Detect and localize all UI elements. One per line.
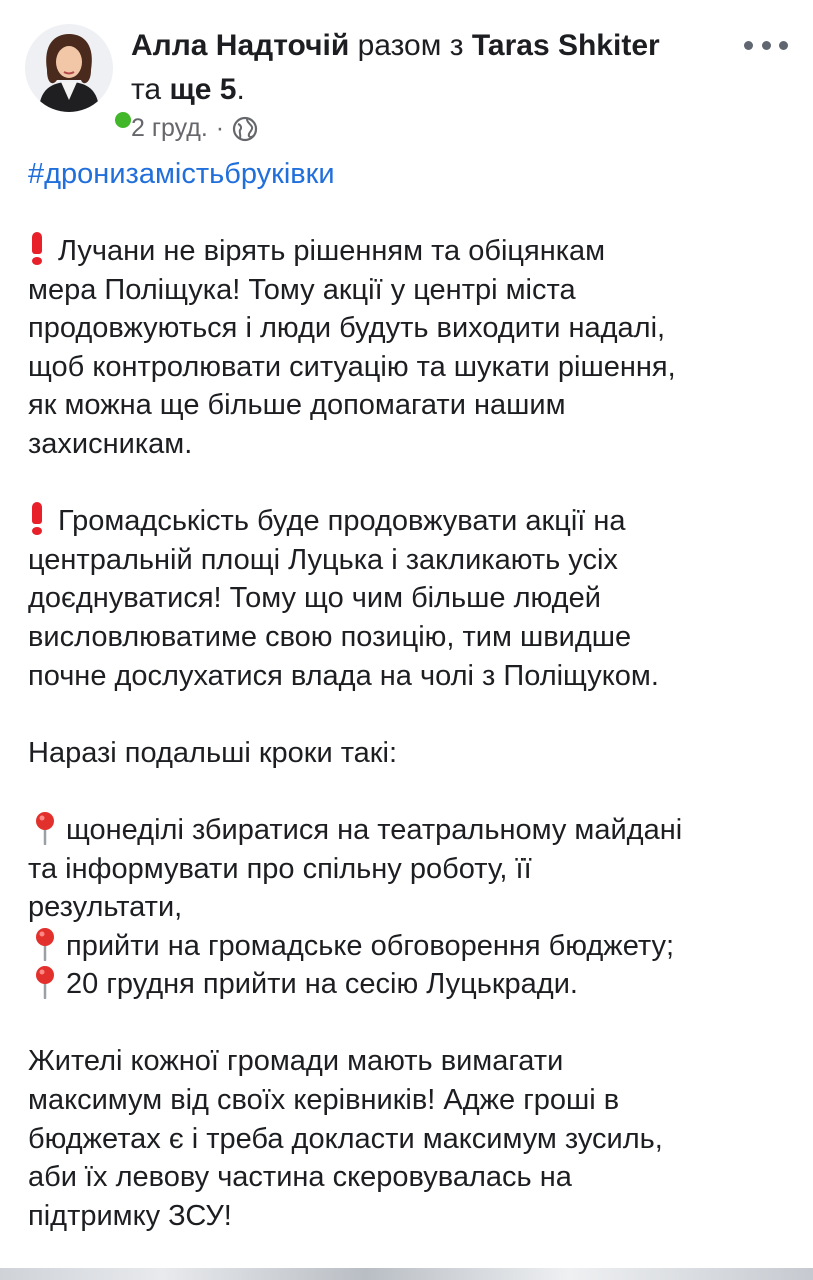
with-text: разом з xyxy=(357,29,464,62)
globe-icon[interactable] xyxy=(232,116,258,142)
exclamation-icon xyxy=(28,502,46,534)
pushpin-icon xyxy=(28,965,62,999)
pushpin-icon xyxy=(28,927,62,961)
post-date[interactable]: 2 груд. xyxy=(131,114,208,142)
post-title: Алла Надточій разом з Taras Shkiter та ще 5. xyxy=(131,29,660,106)
author-avatar[interactable] xyxy=(25,24,113,112)
list-item: щонеділі збиратися на театральному майдані та інформувати про спільну роботу, її результати, xyxy=(28,811,798,927)
meta-separator: · xyxy=(215,114,225,142)
paragraph-3: Наразі подальші кроки такі: xyxy=(28,736,397,769)
exclamation-icon xyxy=(28,232,46,264)
list-item: прийти на громадське обговорення бюджету; xyxy=(28,927,798,966)
author-name[interactable]: Алла Надточій xyxy=(131,29,350,62)
avatar-image xyxy=(25,24,113,112)
pushpin-icon xyxy=(28,811,62,845)
and-text: та xyxy=(131,73,162,106)
more-options-icon[interactable] xyxy=(744,30,788,60)
list-item: 20 грудня прийти на сесію Луцькради. xyxy=(28,965,798,1004)
others-link[interactable]: ще 5 xyxy=(169,73,237,106)
post-header xyxy=(0,0,813,150)
tagged-person[interactable]: Taras Shkiter xyxy=(471,29,660,62)
attached-media-edge[interactable] xyxy=(0,1268,813,1280)
post-body xyxy=(28,232,798,1235)
hashtag-link[interactable]: #дронизамістьбруківки xyxy=(28,158,335,190)
paragraph-5: Жителі кожної громади мають вимагати максимум від своїх керівників! Адже гроші в бюджетах є і треба докласти максимум зусиль, аби їх левову частина скеровувалась на підтримку ЗСУ! xyxy=(28,1045,663,1232)
paragraph-1: Лучани не вірять рішенням та обіцянкам мера Поліщука! Тому акції у центрі міста продовжуються і люди будуть виходити надалі, щоб контролювати ситуацію та шукати рішення, як можна ще більше допомагати нашим захисникам. xyxy=(28,232,798,464)
post-meta xyxy=(131,114,258,143)
paragraph-2: Громадськість буде продовжувати акції на центральній площі Луцька і закликають усіх доєднуватися! Тому що чим більше людей висловлюватиме свою позицію, тим швидше почне дослухатися влада на чолі з Поліщуком. xyxy=(28,502,798,695)
steps-list xyxy=(28,811,798,1004)
